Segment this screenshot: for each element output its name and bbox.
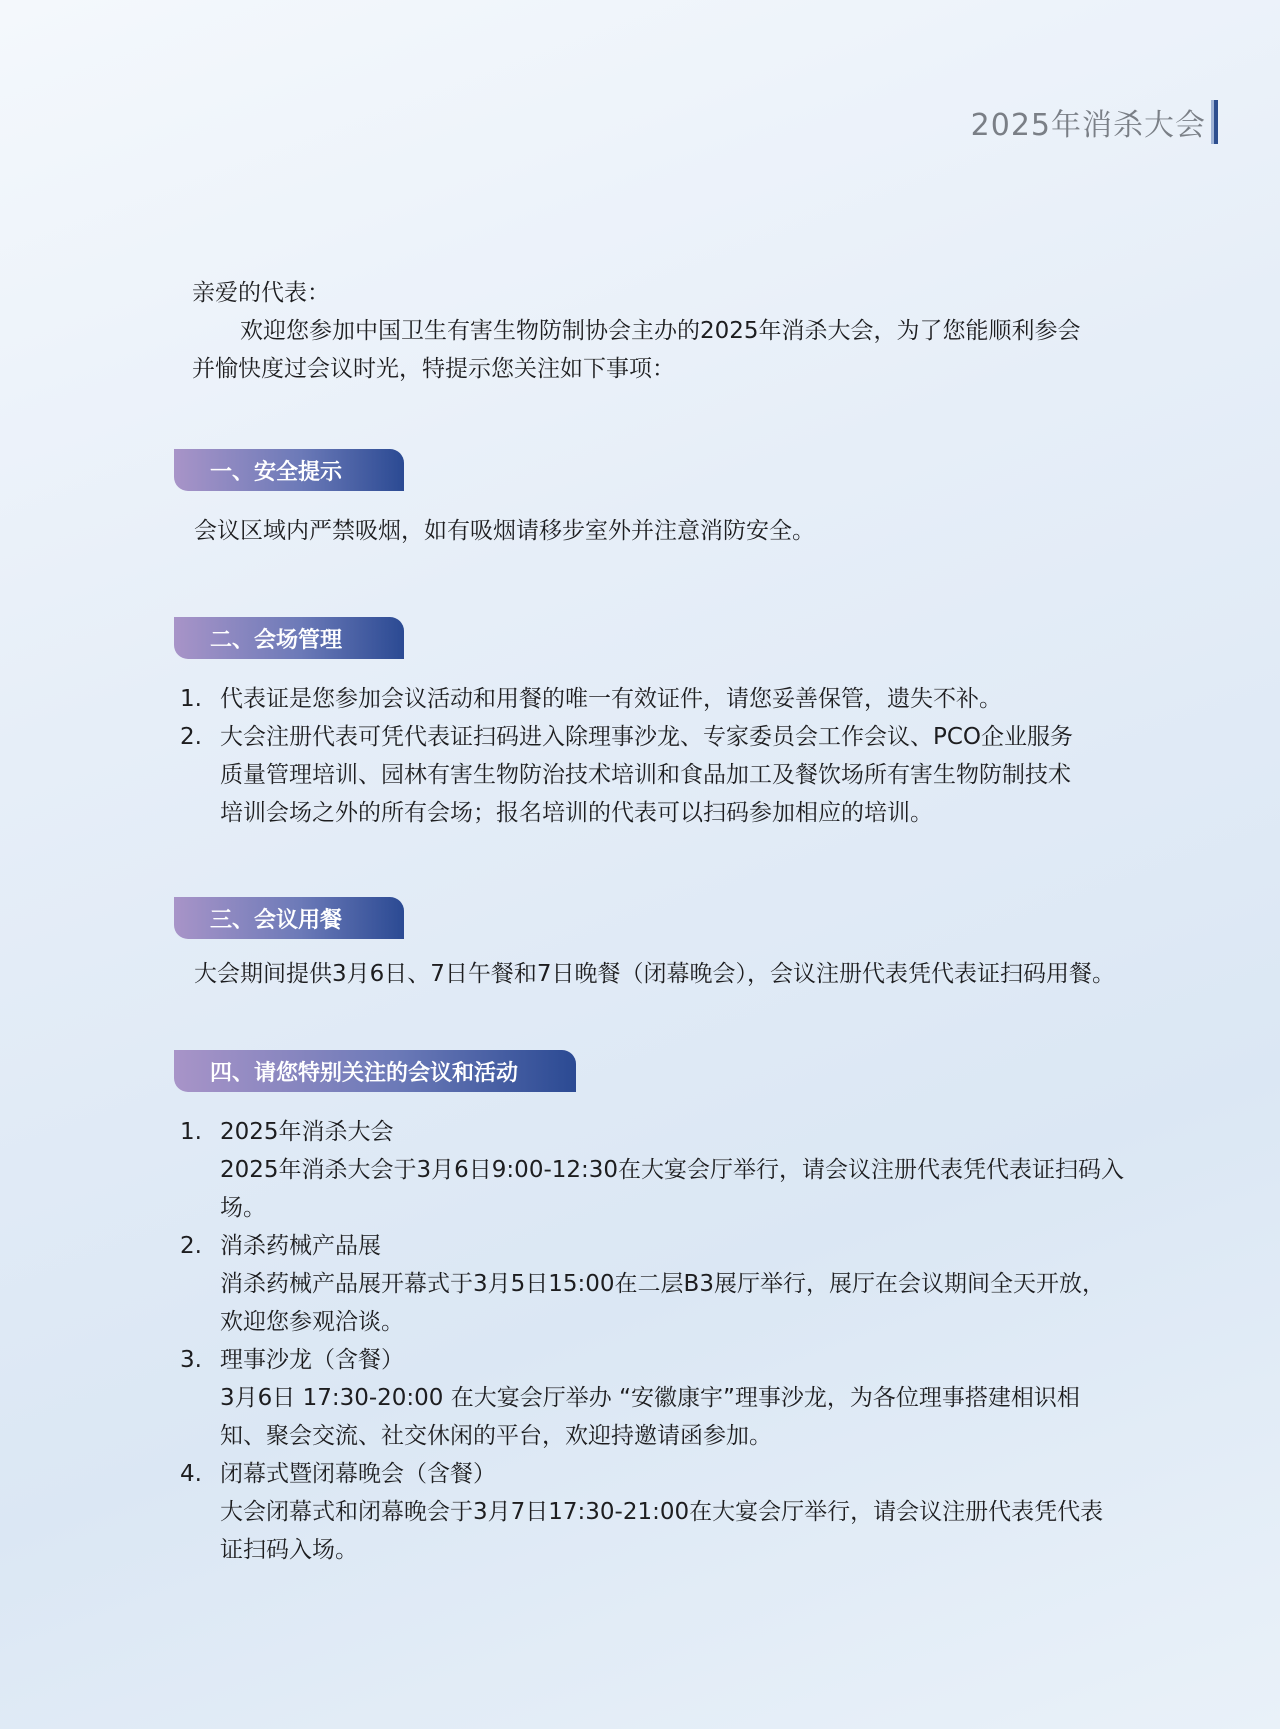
venue-list: [180, 680, 1090, 832]
list-number: 2.: [180, 1233, 202, 1259]
list-heading: 2025年消杀大会: [220, 1119, 394, 1145]
list-item: [180, 1113, 1125, 1227]
intro: [192, 274, 1092, 388]
list-heading: 理事沙龙（含餐）: [220, 1347, 404, 1373]
section-text-meals: 大会期间提供3月6日、7日午餐和7日晚餐（闭幕晚会），会议注册代表凭代表证扫码用餐。: [194, 961, 1116, 987]
section-title-safety: 一、安全提示: [174, 449, 404, 491]
list-heading: 消杀药械产品展: [220, 1233, 381, 1259]
list-item: [180, 718, 1090, 832]
section-title-meals: 三、会议用餐: [174, 897, 404, 939]
section-title-venue: 二、会场管理: [174, 617, 404, 659]
intro-body: 欢迎您参加中国卫生有害生物防制协会主办的2025年消杀大会，为了您能顺利参会并愉快度过会议时光，特提示您关注如下事项：: [192, 318, 1081, 382]
section-text-safety: 会议区域内严禁吸烟，如有吸烟请移步室外并注意消防安全。: [194, 518, 815, 544]
list-text: 大会注册代表可凭代表证扫码进入除理事沙龙、专家委员会工作会议、PCO企业服务质量管理培训、园林有害生物防治技术培训和食品加工及餐饮场所有害生物防制技术培训会场之外的所有会场；报名培训的代表可以扫码参加相应的培训。: [220, 724, 1074, 826]
list-item: [180, 1227, 1125, 1341]
header: [971, 100, 1218, 144]
greeting: 亲爱的代表：: [192, 280, 330, 306]
list-text: 3月6日 17:30-20:00 在大宴会厅举办 “安徽康宇”理事沙龙，为各位理事搭建相识相知、聚会交流、社交休闲的平台，欢迎持邀请函参加。: [220, 1385, 1080, 1449]
list-number: 4.: [180, 1461, 202, 1487]
list-text: 代表证是您参加会议活动和用餐的唯一有效证件，请您妥善保管，遗失不补。: [220, 686, 1002, 712]
list-number: 1.: [180, 686, 202, 712]
header-title: 2025年消杀大会: [970, 108, 1206, 143]
list-number: 3.: [180, 1347, 202, 1373]
list-text: 消杀药械产品展开幕式于3月5日15:00在二层B3展厅举行，展厅在会议期间全天开放，欢迎您参观洽谈。: [220, 1271, 1105, 1335]
events-list: [180, 1113, 1125, 1569]
section-title-events: 四、请您特别关注的会议和活动: [174, 1050, 576, 1092]
list-heading: 闭幕式暨闭幕晚会（含餐）: [220, 1461, 496, 1487]
list-number: 2.: [180, 724, 202, 750]
list-text: 2025年消杀大会于3月6日9:00-12:30在大宴会厅举行，请会议注册代表凭代表证扫码入场。: [220, 1157, 1125, 1221]
list-item: [180, 1455, 1125, 1569]
list-item: [180, 680, 1090, 718]
list-number: 1.: [180, 1119, 202, 1145]
header-accent-bar: [1214, 100, 1218, 144]
list-item: [180, 1341, 1125, 1455]
list-text: 大会闭幕式和闭幕晚会于3月7日17:30-21:00在大宴会厅举行，请会议注册代表凭代表证扫码入场。: [220, 1499, 1104, 1563]
